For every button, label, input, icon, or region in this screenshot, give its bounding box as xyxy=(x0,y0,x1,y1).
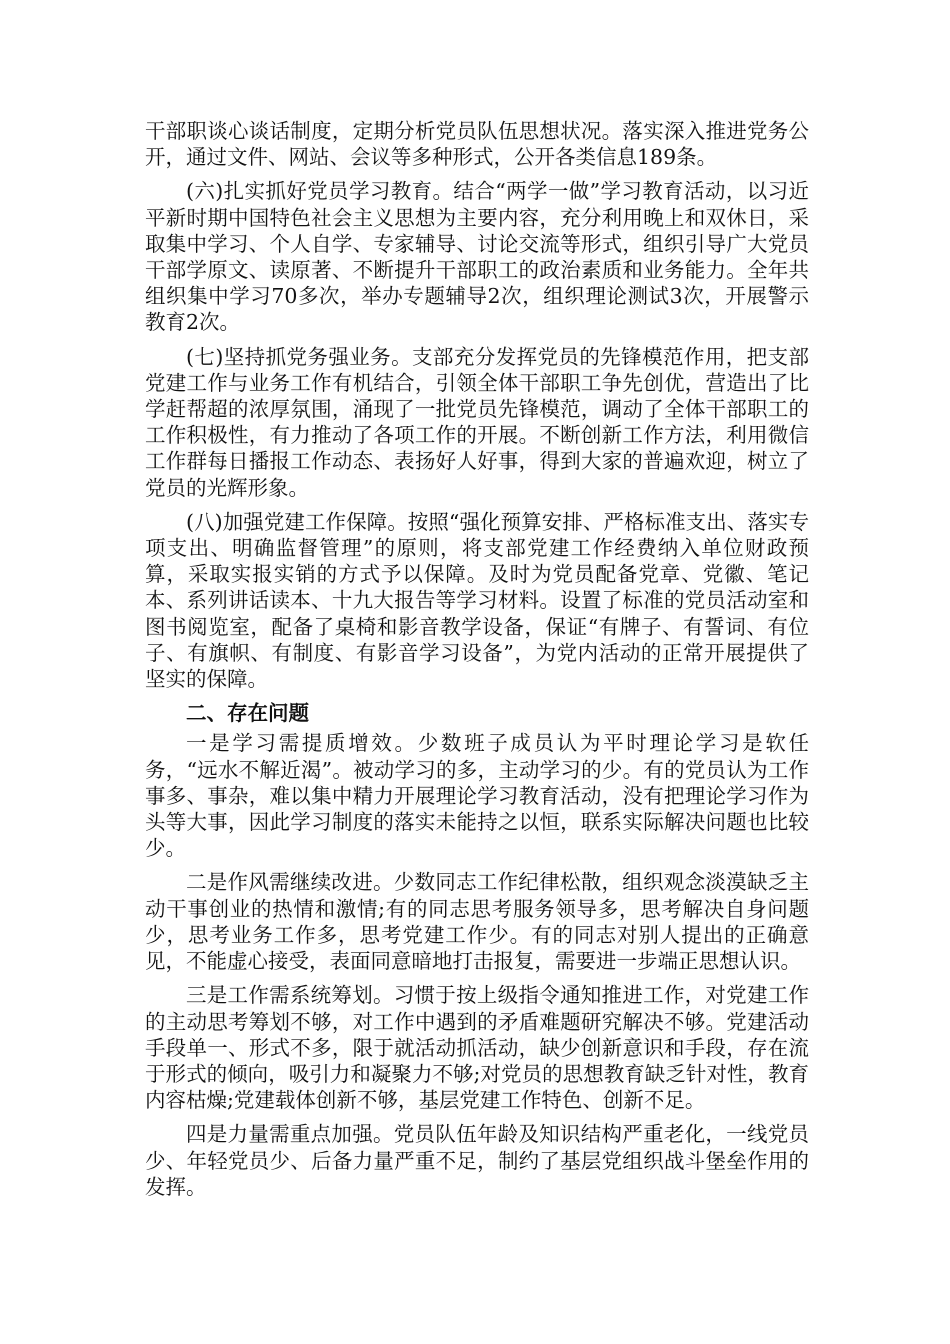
paragraph-party-and-business: (七)坚持抓党务强业务。支部充分发挥党员的先锋模范作用，把支部党建工作与业务工作有机结合，引领全体干部职工争先创优，营造出了比学赶帮超的浓厚氛围，涌现了一批党员先锋模范，调动了全体干部职工的工作积极性，有力推动了各项工作的开展。不断创新工作方法，利用微信工作群每日播报工作动态、表扬好人好事，得到大家的普遍欢迎，树立了党员的光辉形象。 xyxy=(145,344,809,500)
paragraph-problem-study: 一是学习需提质增效。少数班子成员认为平时理论学习是软任务，“远水不解近渴”。被动学习的多，主动学习的少。有的党员认为工作事多、事杂，难以集中精力开展理论学习教育活动，没有把理论学习作为头等大事，因此学习制度的落实未能持之以恒，联系实际解决问题也比较少。 xyxy=(145,731,809,861)
paragraph-problem-style: 二是作风需继续改进。少数同志工作纪律松散，组织观念淡漠缺乏主动干事创业的热情和激情;有的同志思考服务领导多，思考解决自身问题少，思考业务工作多，思考党建工作少。有的同志对别人提出的正确意见，不能虚心接受，表面同意暗地打击报复，需要进一步端正思想认识。 xyxy=(145,870,809,974)
paragraph-study-education: (六)扎实抓好党员学习教育。结合“两学一做”学习教育活动，以习近平新时期中国特色社会主义思想为主要内容，充分利用晚上和双休日，采取集中学习、个人自学、专家辅导、讨论交流等形式，组织引导广大党员干部学原文、读原著、不断提升干部职工的政治素质和业务能力。全年共组织集中学习70多次，举办专题辅导2次，组织理论测试3次，开展警示教育2次。 xyxy=(145,179,809,335)
paragraph-problem-planning: 三是工作需系统筹划。习惯于按上级指令通知推进工作，对党建工作的主动思考筹划不够，对工作中遇到的矛盾难题研究解决不够。党建活动手段单一、形式不多，限于就活动抓活动，缺少创新意识和手段，存在流于形式的倾向，吸引力和凝聚力不够;对党员的思想教育缺乏针对性，教育内容枯燥;党建载体创新不够，基层党建工作特色、创新不足。 xyxy=(145,983,809,1113)
document-page xyxy=(145,118,809,1208)
section-heading-problems: 二、存在问题 xyxy=(186,701,309,726)
paragraph-work-guarantee: (八)加强党建工作保障。按照“强化预算安排、严格标准支出、落实专项支出、明确监督管理”的原则，将支部党建工作经费纳入单位财政预算，采取实报实销的方式予以保障。及时为党员配备党章、党徽、笔记本、系列讲话读本、十九大报告等学习材料。设置了标准的党员活动室和图书阅览室，配备了桌椅和影音教学设备，保证“有牌子、有誓词、有位子、有旗帜、有制度、有影音学习设备”，为党内活动的正常开展提供了坚实的保障。 xyxy=(145,509,809,692)
paragraph-problem-strength: 四是力量需重点加强。党员队伍年龄及知识结构严重老化，一线党员少、年轻党员少、后备力量严重不足，制约了基层党组织战斗堡垒作用的发挥。 xyxy=(145,1122,809,1199)
paragraph-party-affairs-openness: 干部职谈心谈话制度，定期分析党员队伍思想状况。落实深入推进党务公开，通过文件、网站、会议等多种形式，公开各类信息189条。 xyxy=(145,119,809,170)
